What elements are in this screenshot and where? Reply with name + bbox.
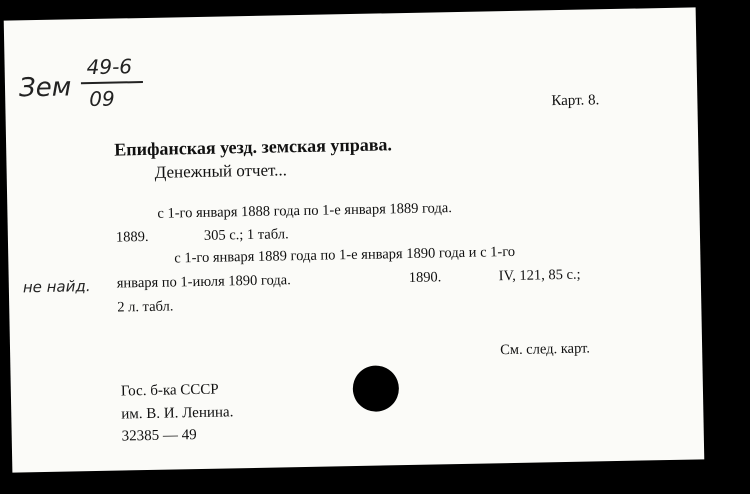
card-title: Епифанская уезд. земская управа. bbox=[114, 134, 393, 160]
entry-line-1: с 1-го января 1888 года по 1-е января 1889 года. bbox=[157, 200, 453, 222]
library-line-1: Гос. б-ка СССР bbox=[120, 381, 219, 400]
entry-tables: 2 л. табл. bbox=[117, 298, 174, 316]
handwritten-numerator: 49-6 bbox=[86, 54, 133, 80]
card-label: Карт. 8. bbox=[551, 92, 600, 110]
entry-line-3: января по 1-июля 1890 года. bbox=[116, 272, 291, 292]
entry-pages-1: 305 с.; 1 табл. bbox=[203, 226, 289, 244]
library-line-3: 32385 — 49 bbox=[121, 427, 197, 445]
entry-line-2: с 1-го января 1889 года по 1-е января 1890 года и с 1-го bbox=[174, 243, 516, 267]
entry-pages-2: IV, 121, 85 с.; bbox=[498, 266, 581, 285]
handwritten-prefix: Зем bbox=[18, 72, 72, 104]
punch-hole bbox=[352, 365, 399, 412]
catalog-card bbox=[4, 7, 705, 472]
see-next-card: См. след. карт. bbox=[499, 340, 591, 359]
card-subtitle: Денежный отчет... bbox=[154, 160, 288, 182]
fraction-bar bbox=[81, 81, 143, 84]
handwritten-denominator: 09 bbox=[89, 86, 115, 112]
library-line-2: им. В. И. Ленина. bbox=[121, 404, 234, 423]
entry-year-1890: 1890. bbox=[408, 269, 442, 286]
entry-year-1889: 1889. bbox=[115, 228, 149, 246]
handwritten-margin-note: не найд. bbox=[22, 277, 91, 297]
